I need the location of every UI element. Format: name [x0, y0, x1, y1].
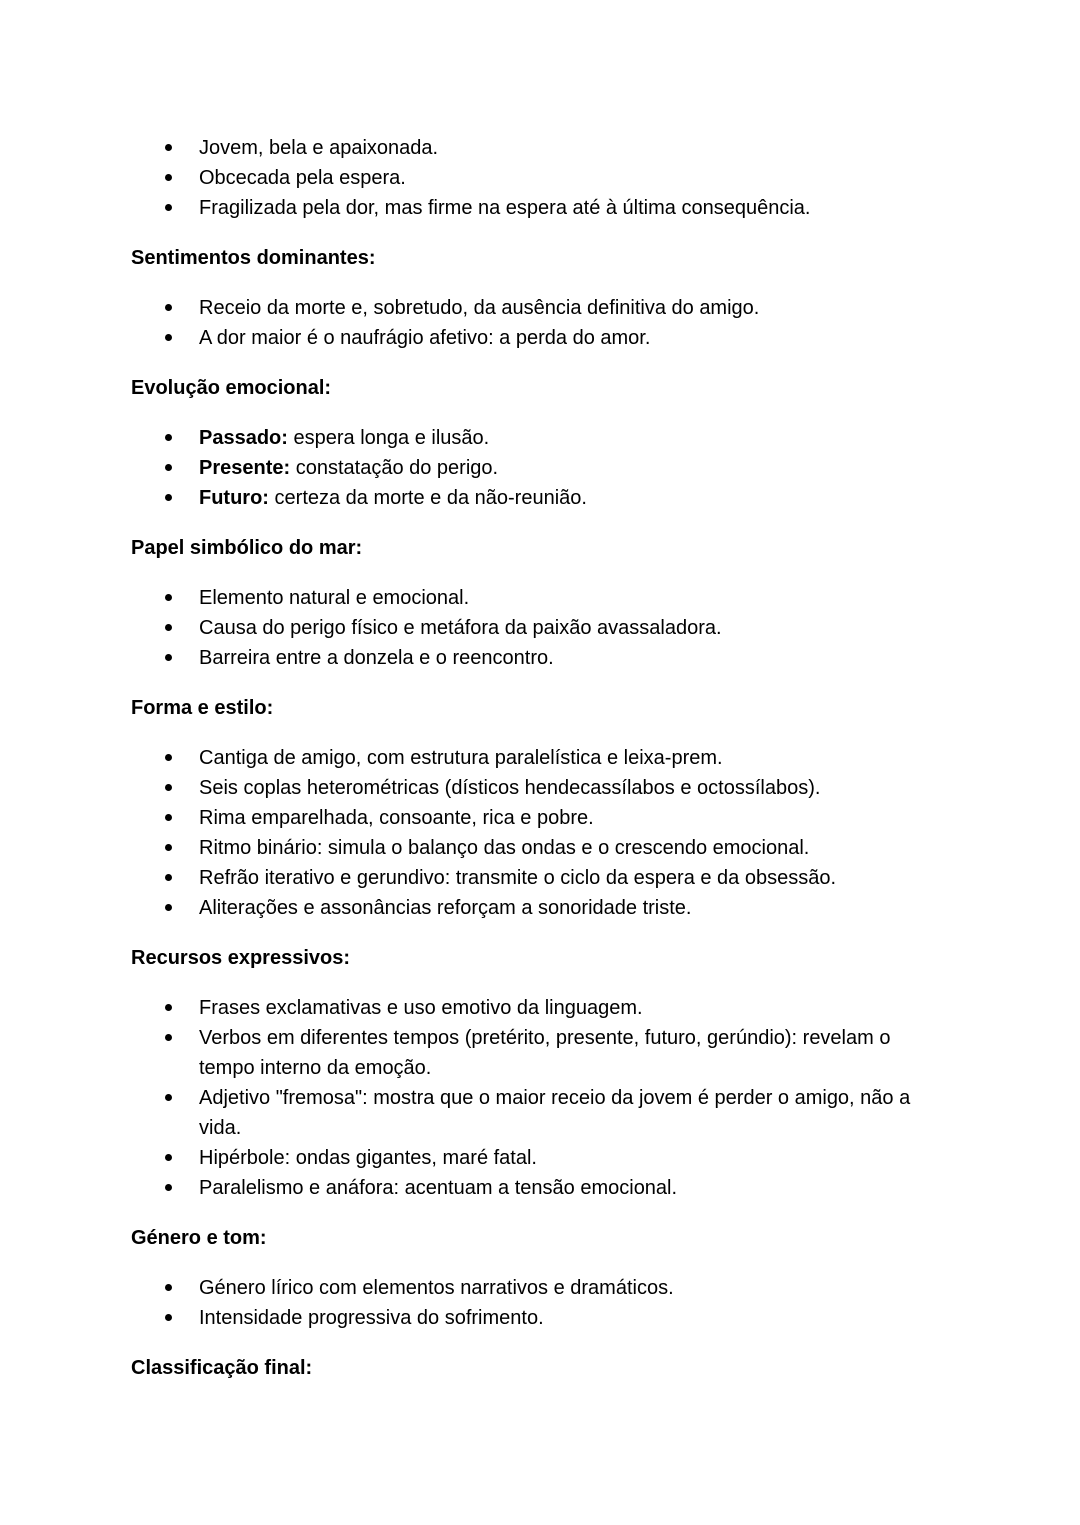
list-item-text: Refrão iterativo e gerundivo: transmite o ciclo da espera e da obsessão. — [199, 867, 837, 889]
list-item-text: Hipérbole: ondas gigantes, maré fatal. — [199, 1147, 537, 1169]
list-item-text: A dor maior é o naufrágio afetivo: a perda do amor. — [199, 327, 651, 349]
bullet-icon — [165, 1004, 172, 1011]
list-item-text: Género lírico com elementos narrativos e dramáticos. — [199, 1277, 674, 1299]
bullet-list — [131, 583, 949, 673]
list-item — [131, 803, 949, 833]
list-item-text: constatação do perigo. — [290, 457, 499, 479]
section — [131, 243, 949, 353]
list-item — [131, 193, 949, 223]
list-item — [131, 133, 949, 163]
list-item-text: Intensidade progressiva do sofrimento. — [199, 1307, 544, 1329]
list-item-text: Jovem, bela e apaixonada. — [199, 137, 439, 159]
bullet-icon — [165, 784, 172, 791]
list-item — [131, 893, 949, 923]
list-item — [131, 773, 949, 803]
list-item-text: certeza da morte e da não-reunião. — [268, 487, 587, 509]
bullet-icon — [165, 594, 172, 601]
section-heading: Sentimentos dominantes: — [131, 247, 376, 269]
list-item — [131, 1273, 949, 1303]
list-item — [131, 833, 949, 863]
list-item — [131, 1083, 949, 1143]
bullet-list — [131, 423, 949, 513]
list-item-text: Frases exclamativas e uso emotivo da linguagem. — [199, 997, 643, 1019]
list-item — [131, 483, 949, 513]
bullet-icon — [165, 874, 172, 881]
list-item-lead: Futuro: — [199, 487, 269, 509]
section — [131, 1223, 949, 1333]
list-item-text: Causa do perigo físico e metáfora da paixão avassaladora. — [199, 617, 722, 639]
bullet-icon — [165, 844, 172, 851]
list-item-text: Verbos em diferentes tempos (pretérito, presente, futuro, gerúndio): revelam o tempo interno da emoção. — [199, 1027, 891, 1079]
list-item-lead: Presente: — [199, 457, 291, 479]
bullet-icon — [165, 334, 172, 341]
list-item-text: Aliterações e assonâncias reforçam a sonoridade triste. — [199, 897, 692, 919]
list-item-text: Paralelismo e anáfora: acentuam a tensão emocional. — [199, 1177, 678, 1199]
section-heading: Classificação final: — [131, 1357, 313, 1379]
bullet-icon — [165, 654, 172, 661]
list-item-text: Obcecada pela espera. — [199, 167, 406, 189]
bullet-icon — [165, 304, 172, 311]
list-item — [131, 863, 949, 893]
list-item-text: Ritmo binário: simula o balanço das ondas e o crescendo emocional. — [199, 837, 810, 859]
section-heading: Forma e estilo: — [131, 697, 274, 719]
bullet-icon — [165, 1154, 172, 1161]
section — [131, 533, 949, 673]
list-item — [131, 1303, 949, 1333]
bullet-list — [131, 133, 949, 223]
list-item — [131, 323, 949, 353]
list-item — [131, 293, 949, 323]
bullet-icon — [165, 1284, 172, 1291]
bullet-icon — [165, 174, 172, 181]
bullet-icon — [165, 464, 172, 471]
section-heading: Recursos expressivos: — [131, 947, 351, 969]
section-heading: Género e tom: — [131, 1227, 267, 1249]
list-item-text: Rima emparelhada, consoante, rica e pobre. — [199, 807, 594, 829]
list-item — [131, 163, 949, 193]
bullet-icon — [165, 204, 172, 211]
list-item-lead: Passado: — [199, 427, 288, 449]
bullet-icon — [165, 1314, 172, 1321]
section — [131, 1353, 949, 1383]
list-item — [131, 1023, 949, 1083]
list-item — [131, 1143, 949, 1173]
section — [131, 133, 949, 223]
bullet-list — [131, 1273, 949, 1333]
bullet-icon — [165, 144, 172, 151]
bullet-list — [131, 743, 949, 923]
bullet-list — [131, 993, 949, 1203]
list-item — [131, 423, 949, 453]
list-item — [131, 583, 949, 613]
section — [131, 943, 949, 1203]
list-item-text: Receio da morte e, sobretudo, da ausência definitiva do amigo. — [199, 297, 760, 319]
bullet-icon — [165, 1034, 172, 1041]
bullet-icon — [165, 814, 172, 821]
list-item-text: Cantiga de amigo, com estrutura paralelística e leixa-prem. — [199, 747, 723, 769]
bullet-icon — [165, 434, 172, 441]
list-item — [131, 643, 949, 673]
list-item-text: Adjetivo "fremosa": mostra que o maior receio da jovem é perder o amigo, não a vida. — [199, 1087, 911, 1139]
list-item — [131, 993, 949, 1023]
bullet-icon — [165, 494, 172, 501]
section-heading: Papel simbólico do mar: — [131, 537, 363, 559]
bullet-list — [131, 293, 949, 353]
list-item-text: Fragilizada pela dor, mas firme na espera até à última consequência. — [199, 197, 811, 219]
list-item — [131, 1173, 949, 1203]
list-item-text: Elemento natural e emocional. — [199, 587, 470, 609]
bullet-icon — [165, 624, 172, 631]
list-item-text: Barreira entre a donzela e o reencontro. — [199, 647, 554, 669]
list-item-text: espera longa e ilusão. — [287, 427, 490, 449]
bullet-icon — [165, 754, 172, 761]
bullet-icon — [165, 1094, 172, 1101]
bullet-icon — [165, 904, 172, 911]
list-item — [131, 743, 949, 773]
section — [131, 373, 949, 513]
bullet-icon — [165, 1184, 172, 1191]
list-item — [131, 453, 949, 483]
section-heading: Evolução emocional: — [131, 377, 332, 399]
section — [131, 693, 949, 923]
list-item-text: Seis coplas heterométricas (dísticos hendecassílabos e octossílabos). — [199, 777, 821, 799]
list-item — [131, 613, 949, 643]
